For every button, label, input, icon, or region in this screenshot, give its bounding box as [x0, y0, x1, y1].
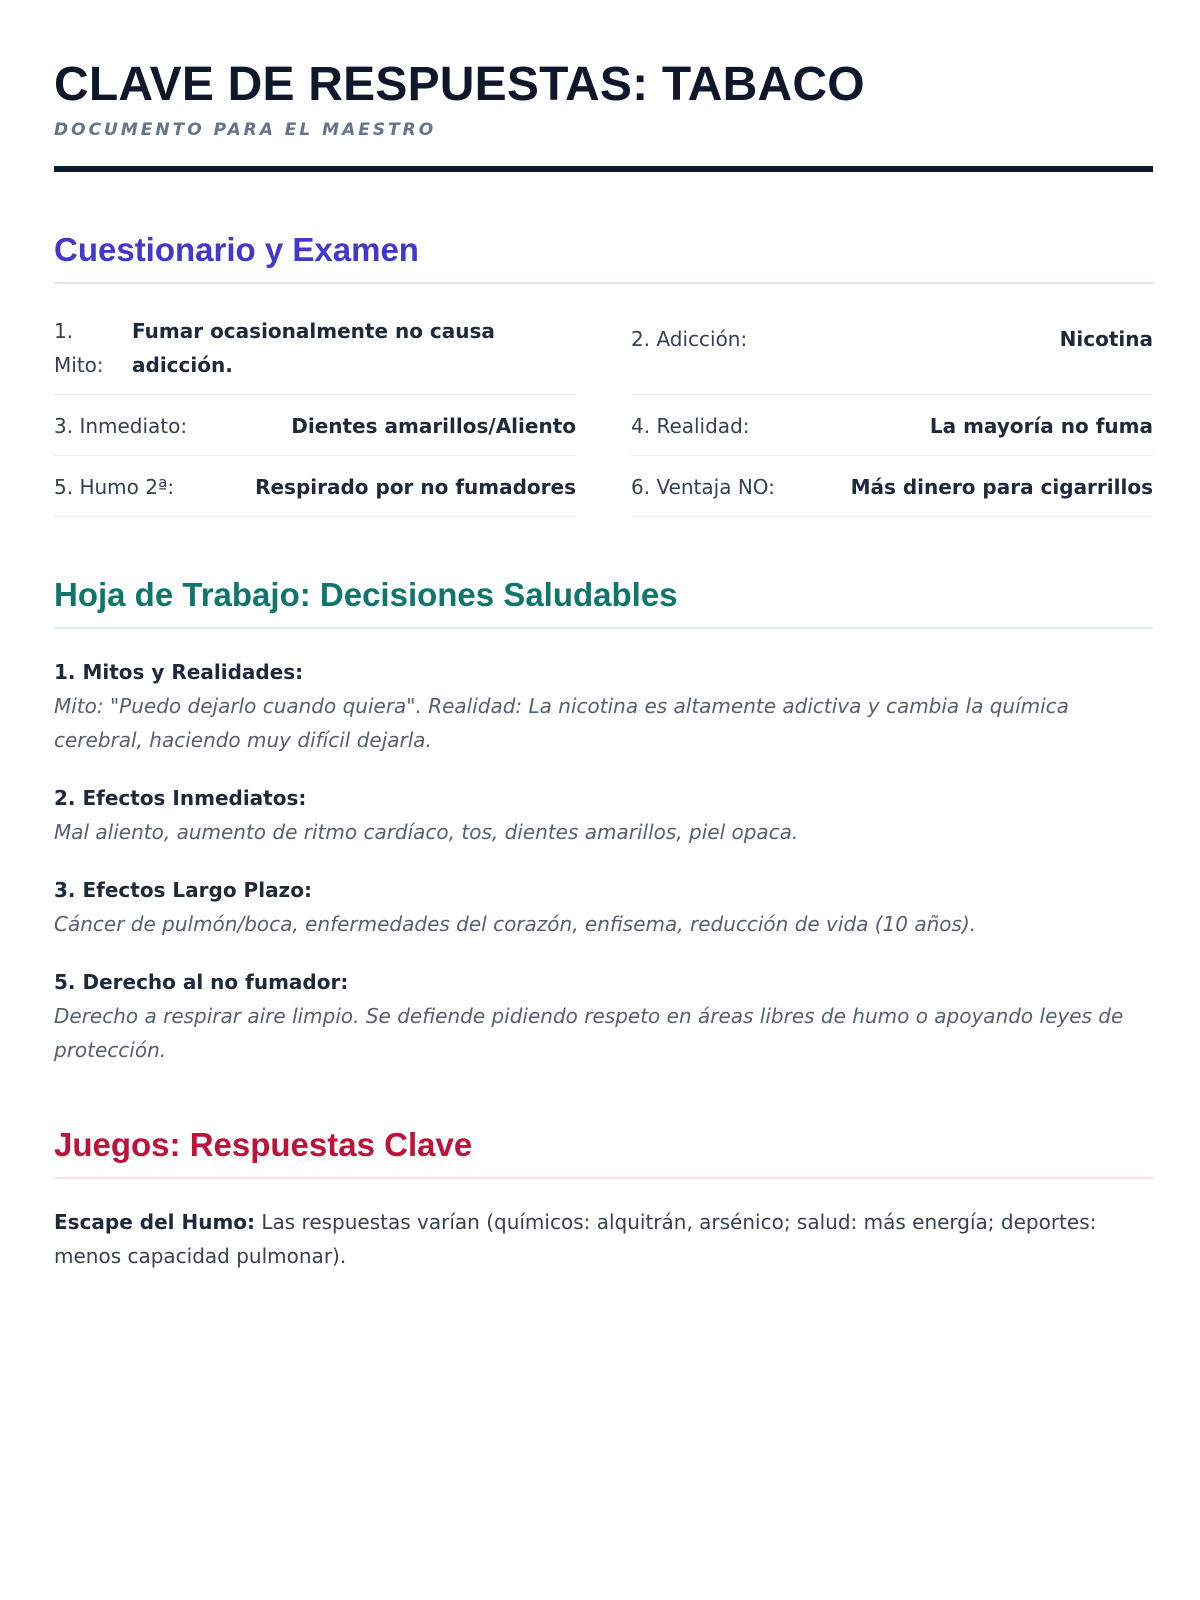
quiz-answer-value: Más dinero para cigarrillos	[850, 475, 1153, 499]
worksheet-item-heading: 1. Mitos y Realidades:	[54, 660, 304, 684]
worksheet-item-heading: 2. Efectos Inmediatos:	[54, 786, 307, 810]
quiz-answer-label: 4. Realidad:	[631, 414, 750, 438]
worksheet-item-answer: Mal aliento, aumento de ritmo cardíaco, tos, dientes amarillos, piel opaca.	[54, 820, 799, 844]
worksheet-section	[54, 575, 1153, 1067]
header-divider	[54, 166, 1153, 172]
quiz-answer-value: Respirado por no fumadores	[255, 475, 576, 499]
worksheet-item-heading: 5. Derecho al no fumador:	[54, 970, 349, 994]
quiz-answer-label: 3. Inmediato:	[54, 414, 188, 438]
quiz-section	[54, 230, 1153, 517]
worksheet-item-heading: 3. Efectos Largo Plazo:	[54, 878, 312, 902]
worksheet-item-answer: Derecho a respirar aire limpio. Se defiende pidiendo respeto en áreas libres de humo o apoyando leyes de protección.	[54, 1004, 1124, 1062]
quiz-answer-row	[631, 456, 1153, 517]
quiz-answer-label: 2. Adicción:	[631, 327, 748, 351]
games-entry-label: Escape del Humo:	[54, 1210, 256, 1234]
worksheet-section-title: Hoja de Trabajo: Decisiones Saludables	[54, 575, 1153, 629]
quiz-answer-row	[631, 308, 1153, 395]
quiz-answers-grid	[54, 308, 1153, 517]
page-subtitle: DOCUMENTO PARA EL MAESTRO	[54, 120, 437, 140]
games-section	[54, 1125, 1153, 1273]
games-entry-text: Las respuestas varían (químicos: alquitrán, arsénico; salud: más energía; deportes: menos capacidad pulmonar).	[54, 1210, 1097, 1268]
document-header	[54, 0, 1153, 172]
worksheet-item	[54, 965, 1153, 1067]
quiz-answer-label: 1. Mito:	[54, 319, 104, 377]
worksheet-item-answer: Cáncer de pulmón/boca, enfermedades del corazón, enfisema, reducción de vida (10 años).	[54, 912, 977, 936]
worksheet-item	[54, 873, 1153, 941]
page-title: CLAVE DE RESPUESTAS: TABACO	[54, 58, 865, 111]
worksheet-item	[54, 655, 1153, 757]
quiz-answer-value: Fumar ocasionalmente no causa adicción.	[132, 319, 495, 377]
quiz-answer-row	[54, 395, 576, 456]
quiz-section-title: Cuestionario y Examen	[54, 230, 1153, 284]
quiz-answer-value: La mayoría no fuma	[929, 414, 1153, 438]
worksheet-item	[54, 781, 1153, 849]
games-section-title: Juegos: Respuestas Clave	[54, 1125, 1153, 1179]
quiz-answer-value: Nicotina	[1059, 327, 1153, 351]
quiz-answer-label: 5. Humo 2ª:	[54, 475, 175, 499]
quiz-answer-label: 6. Ventaja NO:	[631, 475, 775, 499]
worksheet-list	[54, 655, 1153, 1067]
quiz-answer-value: Dientes amarillos/Aliento	[291, 414, 576, 438]
worksheet-item-answer: Mito: "Puedo dejarlo cuando quiera". Realidad: La nicotina es altamente adictiva y cambia la química cerebral, haciendo muy difícil dejarla.	[54, 694, 1069, 752]
quiz-answer-row	[54, 308, 576, 395]
quiz-answer-row	[54, 456, 576, 517]
quiz-answer-row	[631, 395, 1153, 456]
answer-key-page	[54, 0, 1153, 1293]
games-entry	[54, 1205, 1153, 1273]
